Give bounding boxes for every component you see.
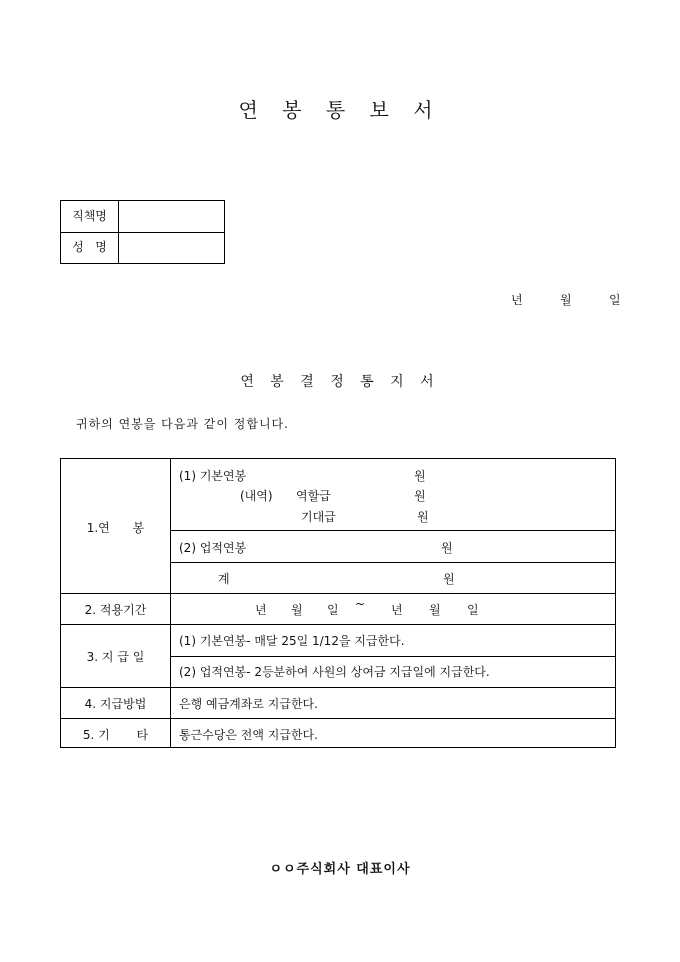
- company-signature: ㅇㅇ주식회사 대표이사: [269, 862, 411, 877]
- employee-info-box: [60, 200, 225, 264]
- row-line: [61, 624, 615, 625]
- document-title: 연 봉 통 보 서: [238, 98, 442, 122]
- base-salary-won: 원: [414, 469, 426, 483]
- row-line: [61, 718, 615, 719]
- period-end-month: 월: [429, 603, 441, 617]
- total-label: 계: [218, 572, 230, 586]
- salary-label: 1.연 봉: [86, 521, 145, 535]
- date-day: 일: [609, 293, 621, 307]
- row-line: [61, 593, 615, 594]
- period-start-day: 일: [327, 603, 339, 617]
- method-label: 4. 지급방법: [84, 697, 147, 711]
- row-line: [61, 687, 615, 688]
- row-line: [170, 656, 615, 657]
- row-line: [170, 530, 615, 531]
- etc-label: 5. 기 타: [82, 728, 149, 742]
- period-start-month: 월: [291, 603, 303, 617]
- period-end-day: 일: [467, 603, 479, 617]
- etc-text: 통근수당은 전액 지급한다.: [179, 728, 318, 742]
- period-start-year: 년: [255, 603, 267, 617]
- date-year: 년: [511, 293, 523, 307]
- row-line: [170, 562, 615, 563]
- performance-salary-won: 원: [441, 541, 453, 555]
- position-label: 직책명: [61, 201, 119, 232]
- payday-label: 3. 지 급 일: [86, 650, 145, 664]
- name-row: [61, 232, 224, 263]
- salary-table: [60, 458, 616, 748]
- column-divider: [170, 459, 171, 747]
- position-row: [61, 201, 224, 233]
- role-pay-won: 원: [414, 489, 426, 503]
- period-label: 2. 적용기간: [84, 603, 147, 617]
- method-text: 은행 예금계좌로 지급한다.: [179, 697, 318, 711]
- total-won: 원: [443, 572, 455, 586]
- date-month: 월: [560, 293, 572, 307]
- payday-performance: (2) 업적연봉- 2등분하여 사원의 상여금 지급일에 지급한다.: [179, 665, 490, 679]
- performance-salary-label: (2) 업적연봉: [179, 541, 247, 555]
- expectation-pay-label: 기대급: [301, 510, 336, 524]
- name-label: 성 명: [61, 232, 119, 263]
- notice-subtitle: 연 봉 결 정 통 지 서: [240, 374, 440, 390]
- base-salary-label: (1) 기본연봉: [179, 469, 247, 483]
- breakdown-label: (내역): [240, 489, 273, 503]
- payday-base: (1) 기본연봉- 매달 25일 1/12을 지급한다.: [179, 634, 405, 648]
- expectation-pay-won: 원: [417, 510, 429, 524]
- intro-text: 귀하의 연봉을 다음과 같이 정합니다.: [76, 417, 289, 431]
- period-tilde: ~: [355, 597, 366, 611]
- role-pay-label: 역할급: [296, 489, 331, 503]
- period-end-year: 년: [391, 603, 403, 617]
